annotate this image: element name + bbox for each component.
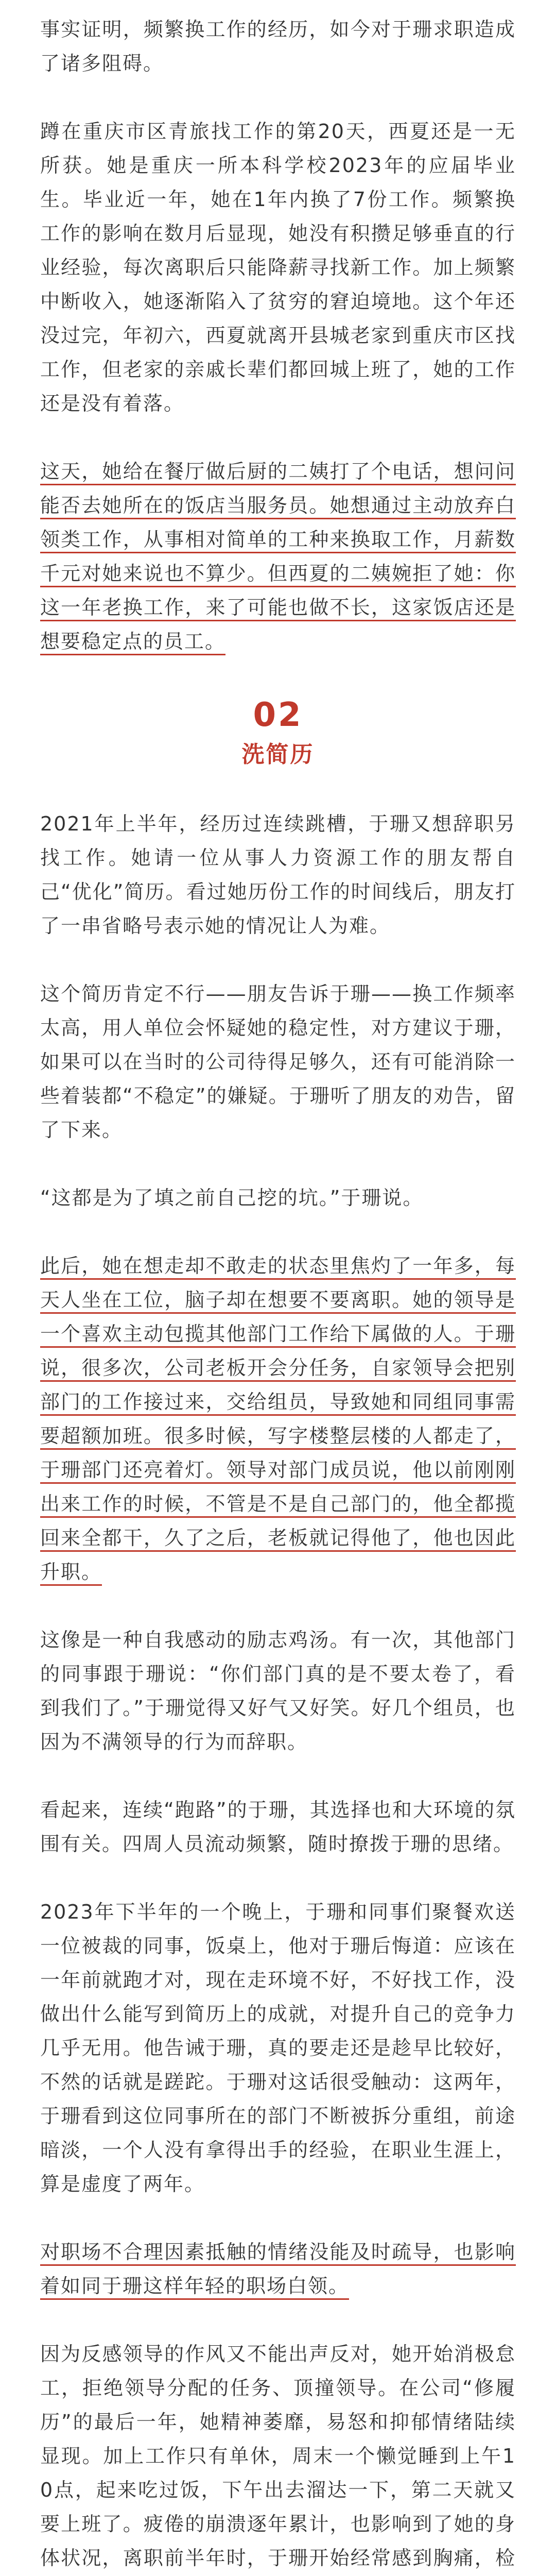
paragraph: 这个简历肯定不行——朋友告诉于珊——换工作频率太高，用人单位会怀疑她的稳定性，对方建议于珊，如果可以在当时的公司待得足够久，还有可能消除一些着装都“不稳定”的嫌疑。于珊听了朋友的劝告，留了下来。 [40,982,516,1141]
section-number: 02 [253,696,303,734]
paragraph: 2021年上半年，经历过连续跳槽，于珊又想辞职另找工作。她请一位从事人力资源工作的朋友帮自己“优化”简历。看过她历份工作的时间线后，朋友打了一串省略号表示她的情况让人为难。 [40,812,516,937]
paragraph [40,2235,516,2303]
paragraph: 2023年下半年的一个晚上，于珊和同事们聚餐欢送一位被裁的同事，饭桌上，他对于珊后悔道：应该在一年前就跑才对，现在走环境不好，不好找工作，没做出什么能写到简历上的成就，对提升自己的竞争力几乎无用。他告诫于珊，真的要走还是趁早比较好，不然的话就是蹉跎。于珊对这话很受触动：这两年，于珊看到这位同事所在的部门不断被拆分重组，前途暗淡，一个人没有拿得出手的经验，在职业生涯上，算是虚度了两年。 [40,1901,516,2195]
paragraph: 事实证明，频繁换工作的经历，如今对于珊求职造成了诸多阻碍。 [40,18,516,75]
paragraph: 看起来，连续“跑路”的于珊，其选择也和大环境的氛围有关。四周人员流动频繁，随时撩拨于珊的思绪。 [40,1799,516,1855]
paragraph [40,454,516,658]
highlighted-text: 这天，她给在餐厅做后厨的二姨打了个电话，想问问能否去她所在的饭店当服务员。她想通过主动放弃白领类工作，从事相对简单的工种来换取工作，月薪数千元对她来说也不算少。但西夏的二姨婉拒了她：你这一年老换工作，来了可能也做不长，这家饭店还是想要稳定点的员工。 [40,460,516,655]
paragraph: 蹲在重庆市区青旅找工作的第20天，西夏还是一无所获。她是重庆一所本科学校2023年的应届毕业生。毕业近一年，她在1年内换了7份工作。频繁换工作的影响在数月后显现，她没有积攒足够垂直的行业经验，每次离职后只能降薪寻找新工作。加上频繁中断收入，她逐渐陷入了贫穷的窘迫境地。这个年还没过完，年初六，西夏就离开县城老家到重庆市区找工作，但老家的亲戚长辈们都回城上班了，她的工作还是没有着落。 [40,120,516,415]
highlighted-text: 此后，她在想走却不敢走的状态里焦灼了一年多，每天人坐在工位，脑子却在想要不要离职。她的领导是一个喜欢主动包揽其他部门工作给下属做的人。于珊说，很多次，公司老板开会分任务，自家领导会把别部门的工作接过来，交给组员，导致她和同组同事需要超额加班。很多时候，写字楼整层楼的人都走了，于珊部门还亮着灯。领导对部门成员说，他以前刚刚出来工作的时候，不管是不是自己部门的，他全都揽回来全都干，久了之后，老板就记得他了，他也因此升职。 [40,1255,516,1586]
paragraph: 因为反感领导的作风又不能出声反对，她开始消极怠工，拒绝领导分配的任务、顶撞领导。在公司“修履历”的最后一年，她精神萎靡，易怒和抑郁情绪陆续显现。加上工作只有单休，周末一个懒觉睡到上午10点，起来吃过饭，下午出去溜达一下，第二天就又要上班了。疲倦的崩溃逐年累计，也影响到了她的身体状况，离职前半年时，于珊开始经常感到胸痛，检 [40,2343,516,2569]
section-title: 洗简历 [241,741,315,768]
highlighted-text: 对职场不合理因素抵触的情绪没能及时疏导，也影响着如同于珊这样年轻的职场白领。 [40,2241,516,2300]
paragraph: 这像是一种自我感动的励志鸡汤。有一次，其他部门的同事跟于珊说：“你们部门真的是不要太卷了，看到我们了。”于珊觉得又好气又好笑。好几个组员，也因为不满领导的行为而辞职。 [40,1629,516,1753]
paragraph: “这都是为了填之前自己挖的坑。”于珊说。 [40,1187,424,1209]
section-heading [40,694,516,771]
paragraph [40,1249,516,1589]
